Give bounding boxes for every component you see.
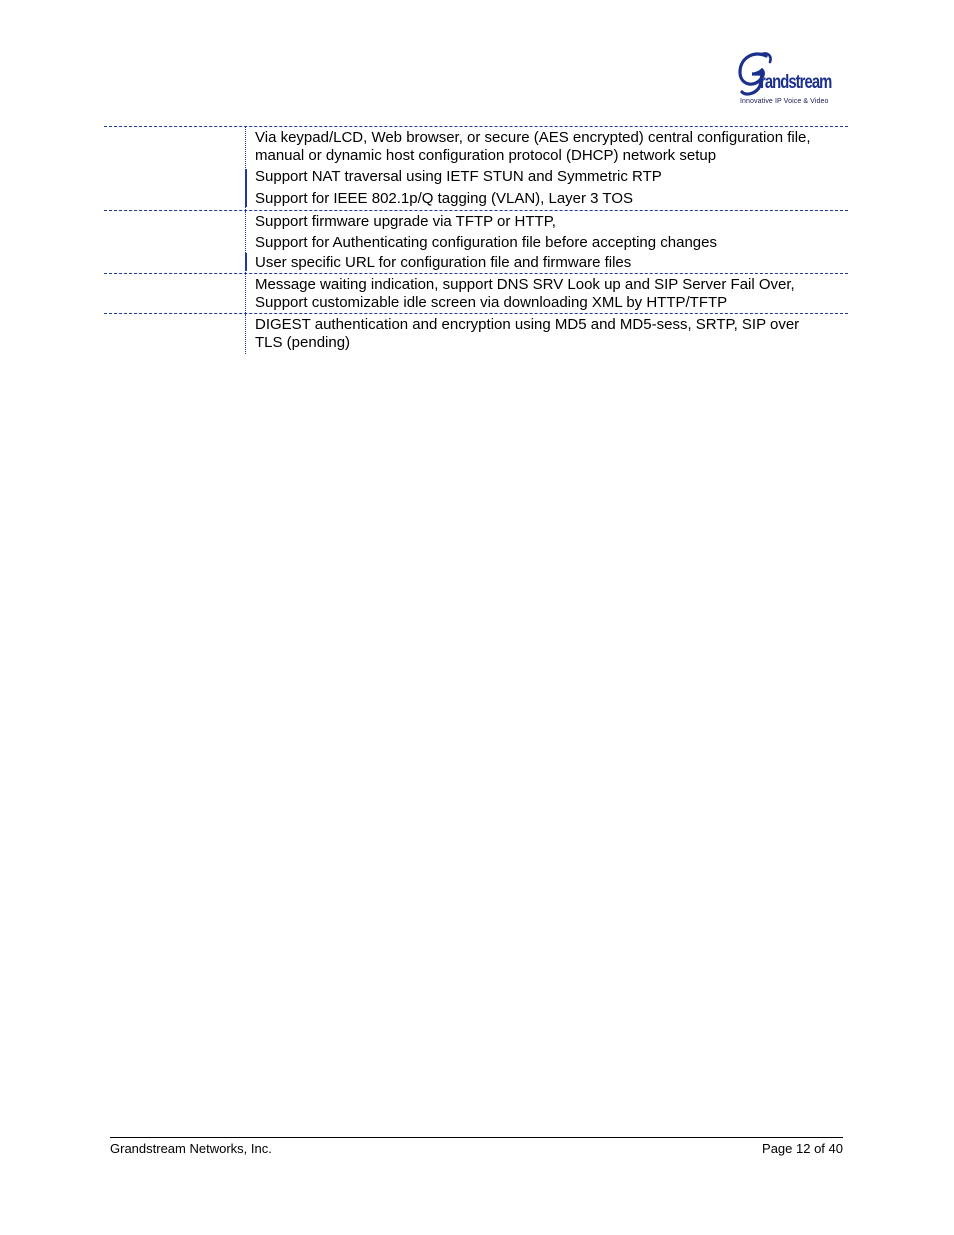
spec-value-cell bbox=[246, 314, 848, 354]
spec-line: manual or dynamic host configuration protocol (DHCP) network setup bbox=[255, 146, 717, 164]
table-row bbox=[104, 126, 848, 210]
spec-value-cell bbox=[246, 127, 848, 210]
table-row bbox=[104, 273, 848, 313]
logo-tagline: Innovative IP Voice & Video bbox=[740, 98, 829, 105]
spec-line: Message waiting indication, support DNS SRV Look up and SIP Server Fail Over, bbox=[255, 276, 795, 293]
spec-line: Support firmware upgrade via TFTP or HTTP, bbox=[255, 213, 556, 230]
spec-label-cell bbox=[104, 127, 246, 210]
spec-label-cell bbox=[104, 314, 246, 354]
footer-page-number: Page 12 of 40 bbox=[762, 1141, 843, 1156]
spec-line: Support customizable idle screen via downloading XML by HTTP/TFTP bbox=[255, 293, 728, 311]
spec-line: TLS (pending) bbox=[255, 333, 351, 351]
table-row bbox=[104, 313, 848, 354]
grandstream-logo bbox=[736, 50, 840, 110]
spec-value-cell bbox=[246, 211, 848, 273]
spec-table bbox=[104, 126, 848, 354]
spec-line: Support for IEEE 802.1p/Q tagging (VLAN), Layer 3 TOS bbox=[255, 189, 633, 207]
spec-label-cell bbox=[104, 211, 246, 273]
spec-line: DIGEST authentication and encryption using MD5 and MD5-sess, SRTP, SIP over bbox=[255, 316, 800, 333]
spec-line: User specific URL for configuration file and firmware files bbox=[255, 254, 632, 271]
table-row bbox=[104, 210, 848, 273]
footer-company: Grandstream Networks, Inc. bbox=[110, 1141, 272, 1156]
logo-wordmark: randstream bbox=[760, 72, 832, 93]
spec-line: Via keypad/LCD, Web browser, or secure (AES encrypted) central configuration file, bbox=[255, 129, 811, 146]
spec-line: Support NAT traversal using IETF STUN and Symmetric RTP bbox=[255, 168, 662, 185]
divider-accent bbox=[245, 253, 247, 271]
divider-accent bbox=[245, 169, 247, 207]
spec-label-cell bbox=[104, 274, 246, 313]
spec-value-cell bbox=[246, 274, 848, 313]
page-footer bbox=[110, 1137, 843, 1157]
spec-line: Support for Authenticating configuration file before accepting changes bbox=[255, 233, 717, 251]
